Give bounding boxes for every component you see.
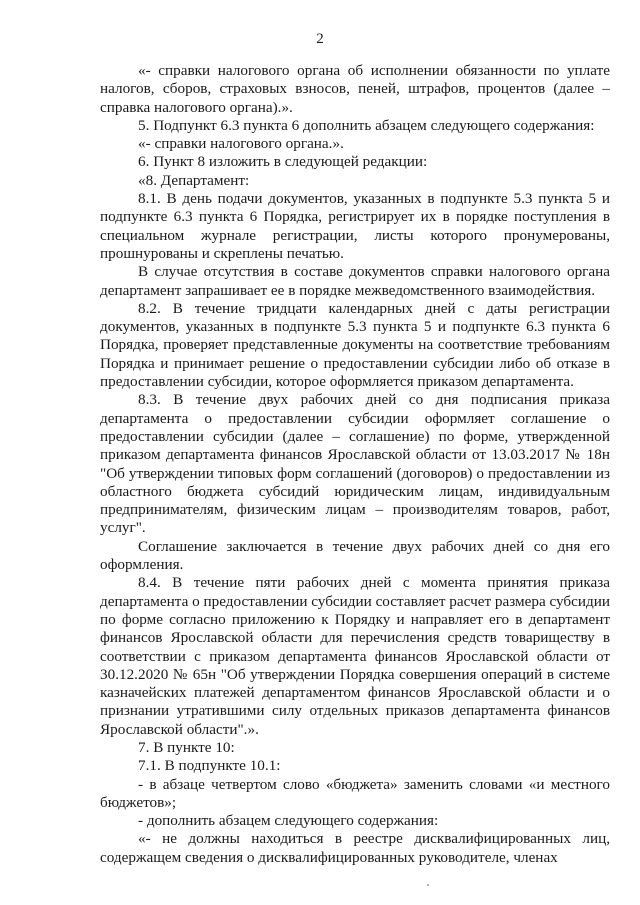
document-body (100, 62, 610, 867)
paragraph: «- справки налогового органа об исполнении обязанности по уплате налогов, сборов, страховых взносов, пеней, штрафов, процентов (далее – справка налогового органа).». (100, 62, 610, 116)
paragraph: Соглашение заключается в течение двух рабочих дней со дня его оформления. (100, 537, 610, 574)
paragraph: 6. Пункт 8 изложить в следующей редакции: (138, 153, 428, 171)
scan-speck (427, 884, 429, 886)
paragraph: 7.1. В подпункте 10.1: (138, 757, 281, 775)
paragraph: «8. Департамент: (138, 171, 250, 189)
page-number: 2 (316, 31, 324, 47)
paragraph: В случае отсутствия в составе документов справки налогового органа департамент запрашивает ее в порядке межведомственного взаимодействия. (100, 263, 610, 299)
paragraph: 5. Подпункт 6.3 пункта 6 дополнить абзацем следующего содержания: (138, 116, 595, 134)
paragraph: - в абзаце четвертом слово «бюджета» заменить словами «и местного бюджетов»; (100, 775, 610, 811)
paragraph: «- справки налогового органа.». (138, 135, 344, 153)
paragraph: 8.4. В течение пяти рабочих дней с момента принятия приказа департамента о предоставлении субсидии составляет расчет размера субсидии по форме согласно приложению к Порядку и направляет его в департамент финансов Ярославской области для перечисления средств товариществу в соответствии с приказом департамента финансов Ярославской области от 30.12.2020 № 65н "Об утверждении Порядка совершения операций в системе казначейских платежей департаментом финансов Ярославской области и о признании утратившими силу отдельных приказов департамента финансов Ярославской области".». (100, 574, 610, 738)
paragraph: «- не должны находиться в реестре дисквалифицированных лиц, содержащем сведения о дисквалифицированных руководителе, членах (100, 830, 610, 866)
paragraph: 8.1. В день подачи документов, указанных в подпункте 5.3 пункта 5 и подпункте 6.3 пункта 6 Порядка, регистрирует их в порядке поступления в специальном журнале регистрации, листы которого пронумерованы, прошнурованы и скреплены печатью. (100, 190, 610, 262)
paragraph: - дополнить абзацем следующего содержания: (138, 812, 439, 830)
paragraph: 8.2. В течение тридцати календарных дней с даты регистрации документов, указанных в подпункте 5.3 пункта 5 и подпункте 6.3 пункта 6 Порядка, проверяет представленные документы на соответствие требованиям Порядка и принимает решение о предоставлении субсидии либо об отказе в предоставлении субсидии, которое оформляется приказом департамента. (100, 299, 610, 391)
paragraph: 7. В пункте 10: (138, 738, 235, 756)
paragraph: 8.3. В течение двух рабочих дней со дня подписания приказа департамента о предоставлении субсидии оформляет соглашение о предоставлении субсидии (далее – соглашение) по форме, утвержденной приказом департамента финансов Ярославской области от 13.03.2017 № 18н "Об утверждении типовых форм соглашений (договоров) о предоставлении из областного бюджета субсидий юридическим лицам, индивидуальным предпринимателям, физическим лицам – производителям товаров, работ, услуг". (100, 391, 610, 537)
